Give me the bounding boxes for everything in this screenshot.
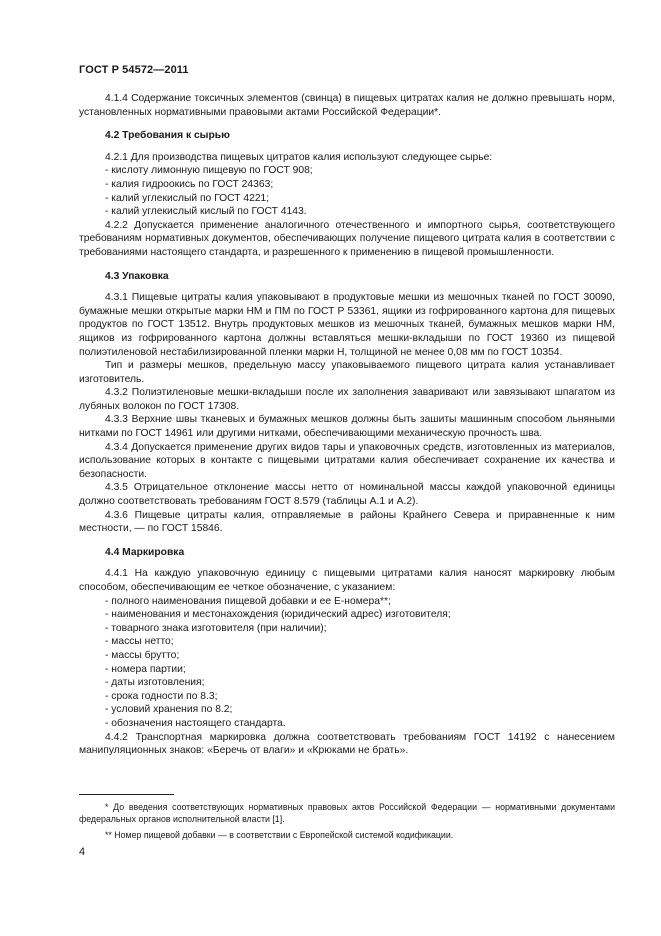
section-heading-4-2: 4.2 Требования к сырью [105,130,230,142]
section-heading-4-3: 4.3 Упаковка [105,270,169,282]
clause-4-1-4: 4.1.4 Содержание токсичных элементов (свинца) в пищевых цитратах калия не должно превышать норм, установленных нормативными правовыми актами Российской Федерации*. [79,93,615,118]
clause-4-3-1-continued: Тип и размеры мешков, предельную массу упаковываемого пищевого цитрата калия устанавливает изготовитель. [79,360,615,385]
list-item: - массы нетто; [105,636,174,648]
list-item: - товарного знака изготовителя (при наличии); [105,622,327,634]
clause-4-4-1: 4.4.1 На каждую упаковочную единицу с пищевыми цитратами калия наносят маркировку любым способом, обеспечивающим ее четкое обозначение, с указанием: [79,568,615,593]
footnote-1: * До введения соответствующих нормативных правовых актов Российской Федерации — нормативными документами федеральных органов исполнительной власти [1]. [79,802,615,825]
page-number: 4 [79,846,86,858]
clause-4-3-3: 4.3.3 Верхние швы тканевых и бумажных мешков должны быть зашиты машинным способом льняными нитками по ГОСТ 14961 или другими нитками, обеспечивающими механическую прочность шва. [79,414,615,440]
list-item: - кислоту лимонную пищевую по ГОСТ 908; [105,165,313,177]
list-item: - условий хранения по 8.2; [105,704,233,716]
document-body [79,92,615,758]
footnote-divider [79,794,174,795]
footnotes [79,801,615,846]
clause-4-2-1: 4.2.1 Для производства пищевых цитратов калия используют следующее сырье: [105,151,493,163]
list-item: - обозначения настоящего стандарта. [105,717,286,729]
list-item: - калия гидроокись по ГОСТ 24363; [105,178,274,190]
list-item: - калий углекислый кислый по ГОСТ 4143. [105,206,307,218]
clause-4-3-6: 4.3.6 Пищевые цитраты калия, отправляемые в районы Крайнего Севера и приравненные к ним местности, — по ГОСТ 15846. [79,509,615,535]
list-item: - даты изготовления; [105,677,205,689]
list-item: - калий углекислый по ГОСТ 4221; [105,192,270,204]
clause-4-3-5: 4.3.5 Отрицательное отклонение массы нетто от номинальной массы каждой упаковочной единицы должно соответствовать требованиям ГОСТ 8.579 (таблицы А.1 и А.2). [79,482,615,508]
clause-4-3-4: 4.3.4 Допускается применение других видов тары и упаковочных средств, изготовленных из материалов, использование которых в контакте с пищевыми цитратами калия обеспечивает сохранение их качества и безопасности. [79,441,615,480]
footnote-2: ** Номер пищевой добавки — в соответствии с Европейской системой кодификации. [105,830,454,841]
list-item: - номера партии; [105,663,186,675]
clause-4-3-2: 4.3.2 Полиэтиленовые мешки-вкладыши после их заполнения заваривают или завязывают шпагатом из лубяных волокон по ГОСТ 17308. [79,387,615,412]
document-header: ГОСТ Р 54572—2011 [79,64,189,76]
list-item: - срока годности по 8.3; [105,690,218,702]
clause-4-4-2: 4.4.2 Транспортная маркировка должна соответствовать требованиям ГОСТ 14192 с нанесением манипуляционных знаков: «Беречь от влаги» и «Крюками не брать». [79,731,615,757]
list-item: - массы брутто; [105,649,180,661]
list-item: - наименования и местонахождения (юридический адрес) изготовителя; [105,609,451,621]
list-item: - полного наименования пищевой добавки и ее Е-номера**; [105,595,391,607]
section-heading-4-4: 4.4 Маркировка [105,546,185,558]
clause-4-2-2: 4.2.2 Допускается применение аналогичного отечественного и импортного сырья, соответствующего требованиям нормативных документов, обеспечивающих получение пищевого цитрата калия в соответствии с требованиями настоящего стандарта, и разрешенного к применению в пищевой промышленности. [79,219,615,258]
clause-4-3-1: 4.3.1 Пищевые цитраты калия упаковывают в продуктовые мешки из мешочных тканей по ГОСТ 30090, бумажные мешки открытые марки НМ и ПМ по ГОСТ Р 53361, ящики из гофрированного картона для пищевых продуктов по ГОСТ 13512. Внутрь продуктовых мешков из мешочных тканей, бумажных мешков марки НМ, ящиков из гофрированного картона должны вставляться мешки-вкладыши по ГОСТ 19360 из пищевой полиэтиленовой нестабилизированной пленки марки Н, толщиной не менее 0,08 мм по ГОСТ 10354. [79,292,615,358]
